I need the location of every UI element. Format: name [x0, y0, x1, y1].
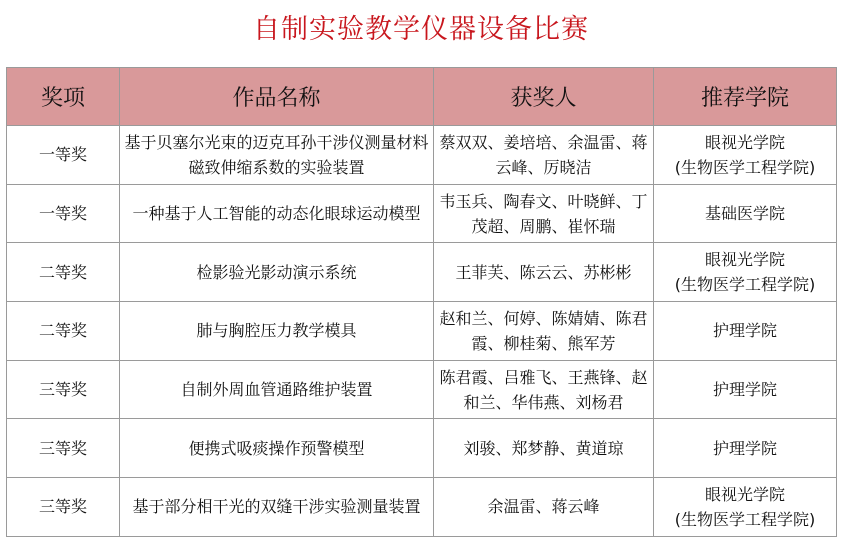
- winners-cell: 韦玉兵、陶春文、叶晓鲜、丁茂超、周鹏、崔怀瑞: [434, 184, 654, 243]
- header-row: [7, 68, 837, 126]
- table-row: [7, 360, 837, 419]
- award-cell: 三等奖: [7, 360, 120, 419]
- college-cell: [654, 419, 837, 478]
- award-cell: 二等奖: [7, 302, 120, 361]
- winners-cell: 余温雷、蒋云峰: [434, 478, 654, 537]
- college-cell: [654, 360, 837, 419]
- college-cell: [654, 126, 837, 185]
- award-cell: 三等奖: [7, 419, 120, 478]
- college-alt-name: (生物医学工程学院): [674, 275, 816, 295]
- table-header: [7, 68, 837, 126]
- award-cell: 二等奖: [7, 243, 120, 302]
- college-alt-name: (生物医学工程学院): [674, 509, 816, 529]
- awards-table: [6, 67, 837, 537]
- college-name: 眼视光学院: [704, 250, 785, 270]
- college-name: 护理学院: [712, 380, 777, 400]
- winners-cell: 王菲芙、陈云云、苏彬彬: [434, 243, 654, 302]
- award-cell: 一等奖: [7, 184, 120, 243]
- work-name-cell: 自制外周血管通路维护装置: [120, 360, 434, 419]
- college-cell: [654, 243, 837, 302]
- work-name-cell: 便携式吸痰操作预警模型: [120, 419, 434, 478]
- header-work-name: 作品名称: [120, 68, 434, 126]
- award-cell: 一等奖: [7, 126, 120, 185]
- college-name: 护理学院: [712, 321, 777, 341]
- winners-cell: 蔡双双、姜培培、余温雷、蒋云峰、厉晓洁: [434, 126, 654, 185]
- college-name: 基础医学院: [704, 204, 785, 224]
- college-alt-name: (生物医学工程学院): [674, 157, 816, 177]
- header-college: 推荐学院: [654, 68, 837, 126]
- award-cell: 三等奖: [7, 478, 120, 537]
- college-cell: [654, 478, 837, 537]
- work-name-cell: 肺与胸腔压力教学模具: [120, 302, 434, 361]
- table-row: [7, 419, 837, 478]
- page-title: 自制实验教学仪器设备比赛: [253, 14, 589, 45]
- header-award: 奖项: [7, 68, 120, 126]
- college-name: 护理学院: [712, 438, 777, 458]
- college-name: 眼视光学院: [704, 484, 785, 504]
- college-cell: [654, 184, 837, 243]
- winners-cell: 陈君霞、吕雅飞、王燕锋、赵和兰、华伟燕、刘杨君: [434, 360, 654, 419]
- header-winners: 获奖人: [434, 68, 654, 126]
- work-name-cell: 基于贝塞尔光束的迈克耳孙干涉仪测量材料磁致伸缩系数的实验装置: [120, 126, 434, 185]
- work-name-cell: 一种基于人工智能的动态化眼球运动模型: [120, 184, 434, 243]
- college-cell: [654, 302, 837, 361]
- table-body: [7, 126, 837, 537]
- table-row: [7, 478, 837, 537]
- table-row: [7, 184, 837, 243]
- winners-cell: 赵和兰、何婷、陈婧婧、陈君霞、柳桂菊、熊军芳: [434, 302, 654, 361]
- table-row: [7, 126, 837, 185]
- table-row: [7, 243, 837, 302]
- work-name-cell: 基于部分相干光的双缝干涉实验测量装置: [120, 478, 434, 537]
- winners-cell: 刘骏、郑梦静、黄道琼: [434, 419, 654, 478]
- college-name: 眼视光学院: [704, 132, 785, 152]
- table-row: [7, 302, 837, 361]
- work-name-cell: 检影验光影动演示系统: [120, 243, 434, 302]
